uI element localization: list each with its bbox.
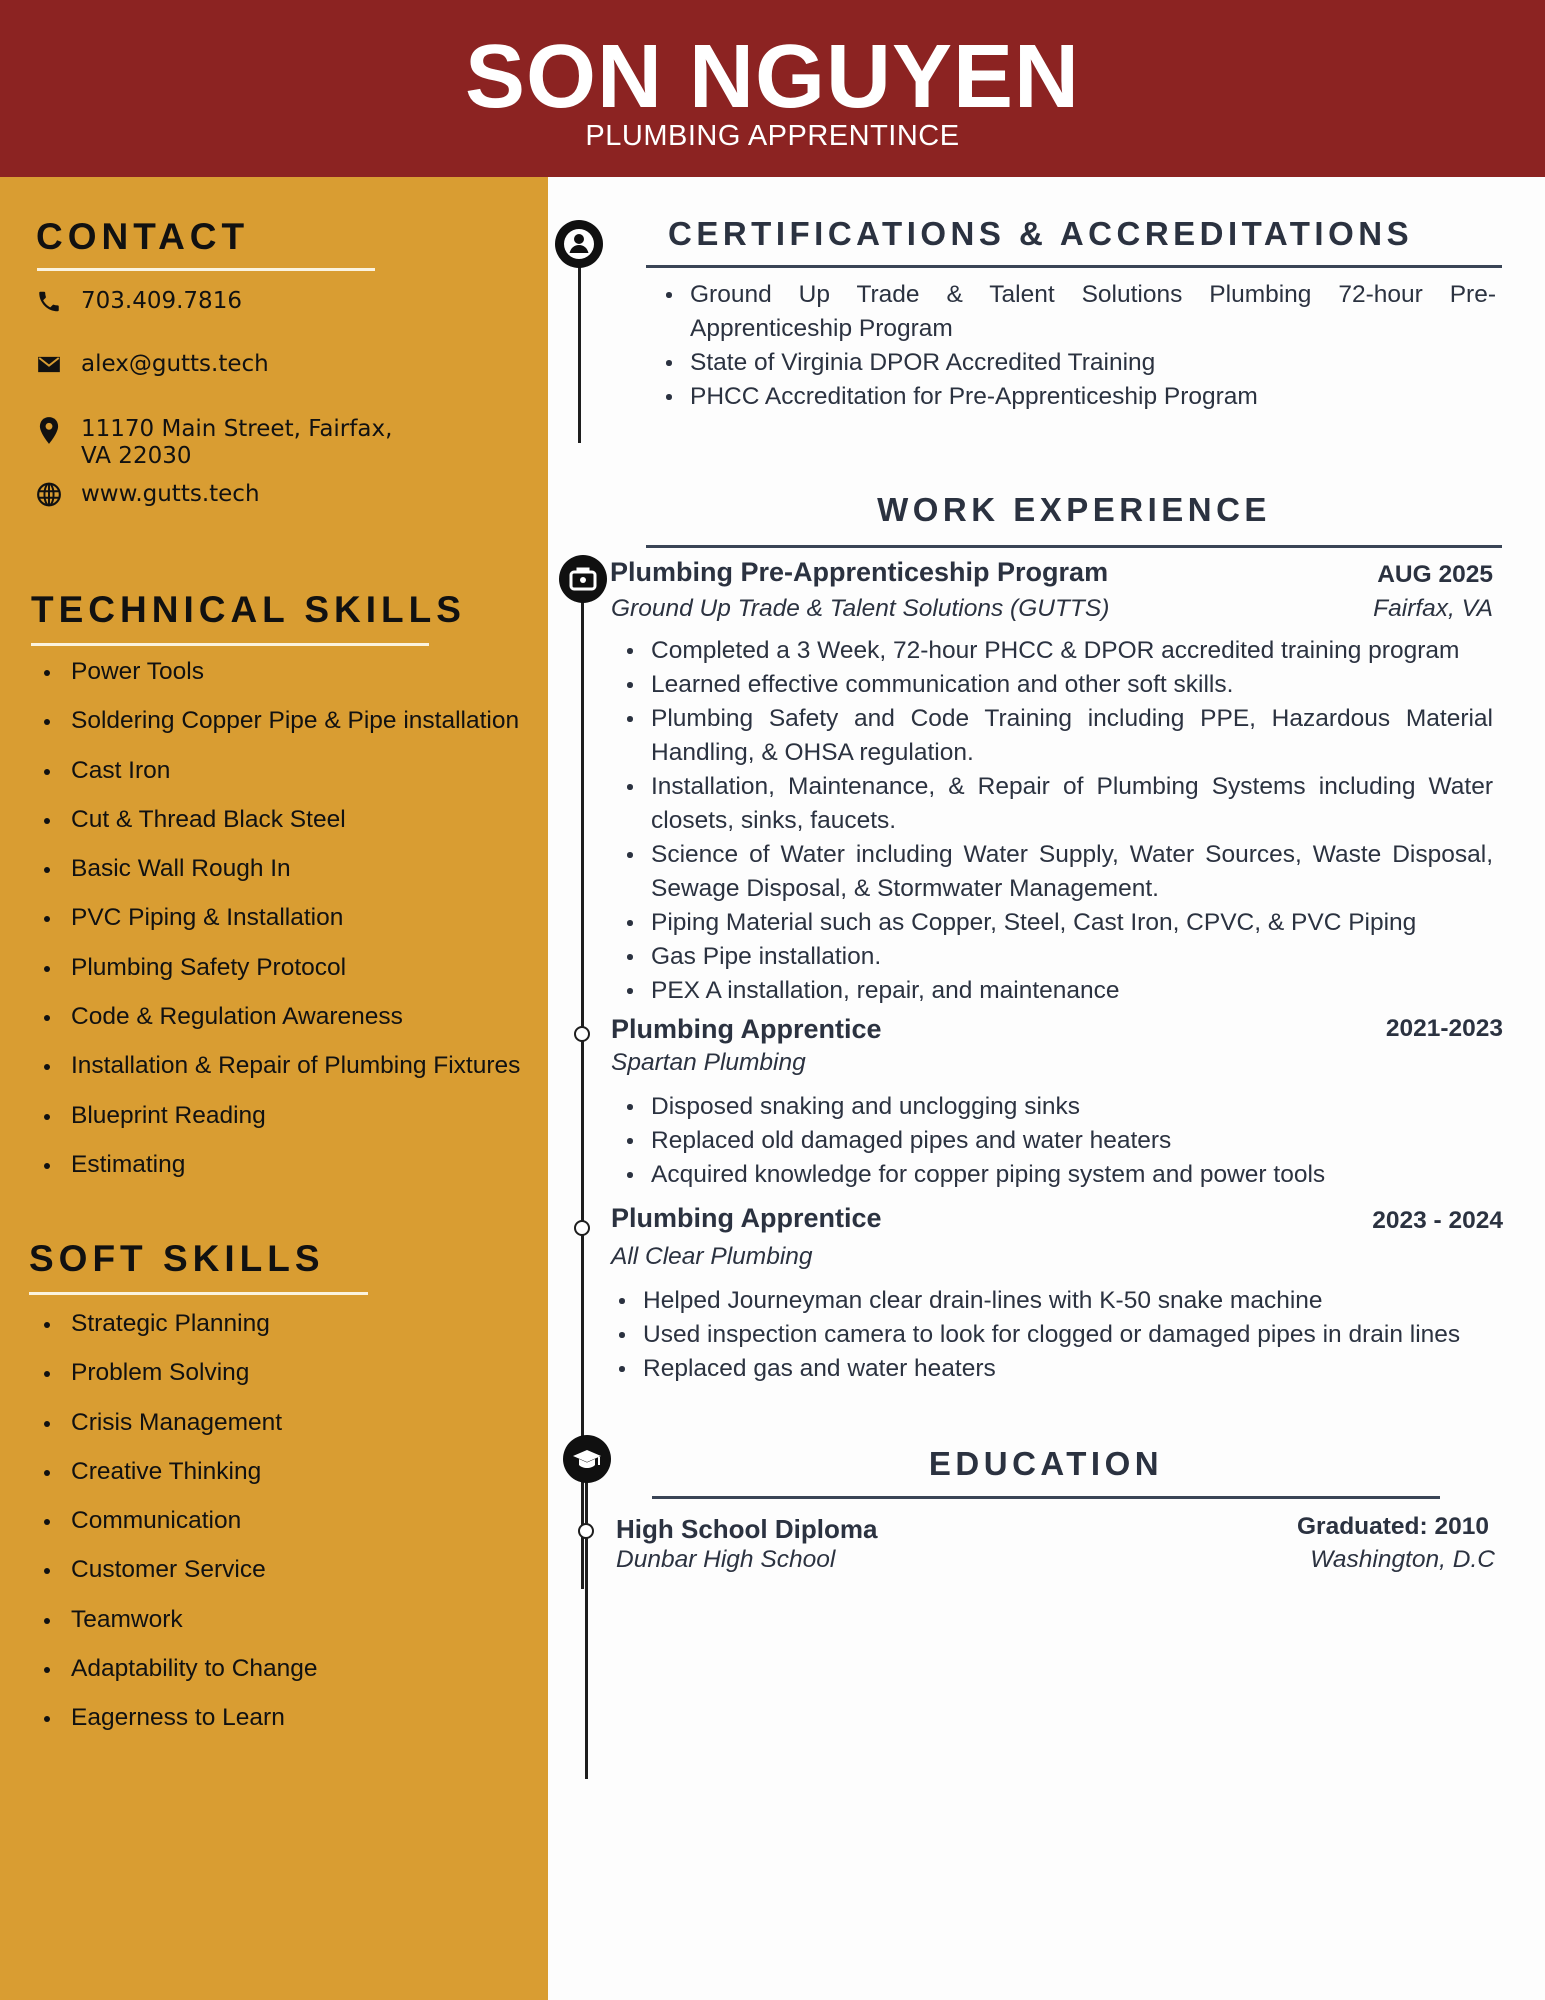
- briefcase-icon: [559, 555, 607, 603]
- list-item: Completed a 3 Week, 72-hour PHCC & DPOR accredited training program: [619, 634, 1493, 668]
- job-date: AUG 2025: [1377, 561, 1493, 588]
- list-item: Replaced old damaged pipes and water heaters: [619, 1124, 1493, 1158]
- timeline-dot: [574, 1220, 590, 1236]
- list-item: PHCC Accreditation for Pre-Apprenticeship Program: [658, 380, 1496, 414]
- education-divider: [652, 1496, 1440, 1499]
- job-bullets: [619, 634, 1493, 1008]
- list-item: Disposed snaking and unclogging sinks: [619, 1090, 1493, 1124]
- list-item: Helped Journeyman clear drain-lines with K-50 snake machine: [611, 1284, 1485, 1318]
- phone-icon: [36, 288, 62, 315]
- list-item: Crisis Management: [36, 1408, 318, 1457]
- list-item: Creative Thinking: [36, 1457, 318, 1506]
- list-item: Science of Water including Water Supply, Water Sources, Waste Disposal, Sewage Disposal, & Stormwater Management.: [619, 838, 1493, 906]
- main-content: [548, 177, 1545, 2000]
- list-item: PVC Piping & Installation: [36, 903, 520, 952]
- location-pin-icon: [36, 416, 62, 443]
- list-item: Cut & Thread Black Steel: [36, 805, 520, 854]
- timeline-dot: [578, 1523, 594, 1539]
- list-item: Adaptability to Change: [36, 1654, 318, 1703]
- contact-heading: CONTACT: [36, 216, 250, 257]
- list-item: Soldering Copper Pipe & Pipe installation: [36, 706, 520, 755]
- list-item: Strategic Planning: [36, 1309, 318, 1358]
- contact-divider: [37, 268, 375, 271]
- list-item: Power Tools: [36, 657, 520, 706]
- timeline-line: [578, 242, 581, 443]
- list-item: Customer Service: [36, 1555, 318, 1604]
- job-bullets: [619, 1090, 1493, 1192]
- list-item: PEX A installation, repair, and maintenance: [619, 974, 1493, 1008]
- technical-skills-divider: [31, 643, 429, 646]
- list-item: Acquired knowledge for copper piping system and power tools: [619, 1158, 1493, 1192]
- list-item: Communication: [36, 1506, 318, 1555]
- header-banner: [0, 0, 1545, 177]
- degree-title: High School Diploma: [616, 1514, 878, 1544]
- list-item: Eagerness to Learn: [36, 1703, 318, 1752]
- job-title: Plumbing Pre-Apprenticeship Program: [610, 557, 1109, 587]
- person-icon: [555, 220, 603, 268]
- school-location: Washington, D.C: [1310, 1546, 1495, 1573]
- job-org: Spartan Plumbing: [611, 1049, 806, 1076]
- technical-skills-list: [36, 657, 520, 1199]
- list-item: Plumbing Safety Protocol: [36, 953, 520, 1002]
- graduation-cap-icon: [563, 1435, 611, 1483]
- sidebar: [0, 177, 548, 2000]
- graduation-date: Graduated: 2010: [1297, 1513, 1489, 1540]
- job-date: 2023 - 2024: [1372, 1207, 1503, 1234]
- list-item: Gas Pipe installation.: [619, 940, 1493, 974]
- job-location: Fairfax, VA: [1373, 595, 1493, 622]
- list-item: Learned effective communication and other soft skills.: [619, 668, 1493, 702]
- list-item: Replaced gas and water heaters: [611, 1352, 1485, 1386]
- certifications-list: [658, 278, 1496, 414]
- list-item: Installation & Repair of Plumbing Fixtures: [36, 1051, 520, 1100]
- address-line-1: 11170 Main Street, Fairfax,: [81, 416, 393, 442]
- list-item: Problem Solving: [36, 1358, 318, 1407]
- soft-skills-divider: [29, 1292, 368, 1295]
- globe-icon: [36, 481, 62, 508]
- list-item: Basic Wall Rough In: [36, 854, 520, 903]
- certifications-heading: CERTIFICATIONS & ACCREDITATIONS: [668, 215, 1414, 252]
- work-experience-heading: WORK EXPERIENCE: [877, 491, 1271, 528]
- technical-skills-heading: TECHNICAL SKILLS: [31, 589, 466, 630]
- job-title: Plumbing Apprentice: [611, 1014, 882, 1044]
- list-item: Code & Regulation Awareness: [36, 1002, 520, 1051]
- candidate-role: PLUMBING APPRENTINCE: [585, 120, 960, 152]
- job-org: All Clear Plumbing: [611, 1243, 813, 1270]
- list-item: Plumbing Safety and Code Training including PPE, Hazardous Material Handling, & OHSA regulation.: [619, 702, 1493, 770]
- email-icon: [36, 351, 62, 378]
- website-text: www.gutts.tech: [81, 481, 260, 507]
- candidate-name: SON NGUYEN: [464, 27, 1081, 127]
- list-item: Piping Material such as Copper, Steel, Cast Iron, CPVC, & PVC Piping: [619, 906, 1493, 940]
- list-item: Estimating: [36, 1150, 520, 1199]
- list-item: Installation, Maintenance, & Repair of Plumbing Systems including Water closets, sinks, faucets.: [619, 770, 1493, 838]
- list-item: Ground Up Trade & Talent Solutions Plumbing 72-hour Pre-Apprenticeship Program: [658, 278, 1496, 346]
- job-bullets: [611, 1284, 1485, 1386]
- email-text: alex@gutts.tech: [81, 351, 269, 377]
- list-item: Used inspection camera to look for clogged or damaged pipes in drain lines: [611, 1318, 1485, 1352]
- school-name: Dunbar High School: [616, 1546, 836, 1573]
- job-title: Plumbing Apprentice: [611, 1203, 882, 1233]
- address-line-2: VA 22030: [81, 443, 192, 469]
- soft-skills-list: [36, 1309, 318, 1753]
- list-item: Blueprint Reading: [36, 1101, 520, 1150]
- phone-text: 703.409.7816: [81, 288, 242, 314]
- list-item: Teamwork: [36, 1605, 318, 1654]
- job-date: 2021-2023: [1385, 1015, 1503, 1042]
- job-org: Ground Up Trade & Talent Solutions (GUTTS): [611, 595, 1110, 622]
- certifications-divider: [646, 265, 1502, 268]
- list-item: Cast Iron: [36, 756, 520, 805]
- education-heading: EDUCATION: [928, 1445, 1164, 1482]
- work-experience-divider: [646, 545, 1502, 548]
- soft-skills-heading: SOFT SKILLS: [29, 1238, 325, 1279]
- list-item: State of Virginia DPOR Accredited Training: [658, 346, 1496, 380]
- timeline-dot: [574, 1026, 590, 1042]
